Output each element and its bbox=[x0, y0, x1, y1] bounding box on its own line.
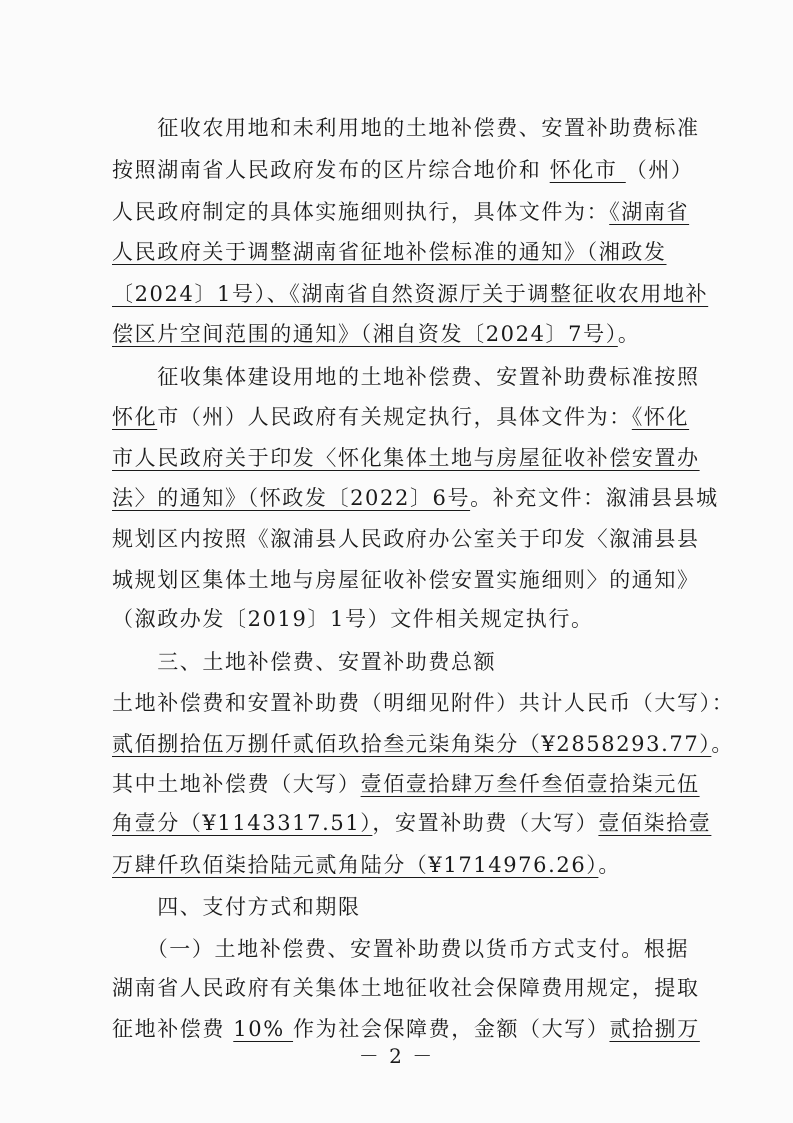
text-line bbox=[112, 483, 719, 513]
text-span: 规划区内按照《溆浦县人民政府办公室关于印发〈溆浦县县 bbox=[112, 527, 700, 551]
text-span: 城规划区集体土地与房屋征收补偿安置实施细则〉的通知》 bbox=[112, 568, 700, 592]
text-span: 其中土地补偿费（大写） bbox=[112, 772, 361, 796]
underlined-text: 人民政府关于调整湖南省征地补偿标准的通知》（湘政发 bbox=[112, 240, 667, 264]
text-line bbox=[112, 850, 621, 880]
underlined-text: 怀化 bbox=[112, 405, 158, 429]
text-span: 。 bbox=[711, 732, 734, 756]
text-line bbox=[112, 524, 700, 554]
text-span: （溆政办发〔2019〕1号）文件相关规定执行。 bbox=[112, 607, 594, 631]
text-span: 人民政府制定的具体实施细则执行，具体文件为： bbox=[112, 200, 610, 224]
text-line bbox=[112, 565, 700, 595]
text-span: （一）土地补偿费、安置补助费以货币方式支付。根据 bbox=[112, 937, 690, 961]
underlined-text: 法〉的通知》（怀政发〔2022〕6号 bbox=[112, 486, 471, 510]
text-line bbox=[112, 688, 734, 718]
text-line bbox=[112, 647, 496, 677]
underlined-text: 贰佰捌拾伍万捌仟贰佰玖拾叁元柒角柒分（¥2858293.77） bbox=[112, 732, 712, 756]
underlined-text: 角壹分（¥1143317.51） bbox=[112, 811, 373, 835]
text-span: 作为社会保障费，金额（大写） bbox=[293, 1017, 610, 1041]
text-span: 市（州）人民政府有关规定执行，具体文件为： bbox=[157, 405, 632, 429]
text-span: ，安置补助费（大写） bbox=[372, 811, 599, 835]
text-line bbox=[112, 934, 689, 964]
underlined-text: 《湖南省 bbox=[609, 200, 690, 224]
underlined-text: 10% bbox=[233, 1017, 294, 1041]
text-span: （州） bbox=[625, 158, 694, 182]
text-line bbox=[112, 604, 594, 634]
text-span: 。补充文件：溆浦县县城 bbox=[470, 486, 719, 510]
text-line bbox=[112, 362, 700, 392]
text-line bbox=[112, 892, 361, 922]
text-span: 土地补偿费和安置补助费（明细见附件）共计人民币（大写）： bbox=[112, 691, 735, 715]
text-line bbox=[112, 808, 711, 838]
text-span: 征地补偿费 bbox=[112, 1017, 234, 1041]
text-line bbox=[112, 319, 640, 349]
text-span: 三、土地补偿费、安置补助费总额 bbox=[112, 650, 497, 674]
underlined-text: 万肆仟玖佰柒拾陆元贰角陆分（¥1714976.26） bbox=[112, 853, 599, 877]
underlined-text: 偿区片空间范围的通知》（湘自资发〔2024〕7号） bbox=[112, 322, 618, 346]
text-line bbox=[112, 443, 700, 473]
underlined-text: 《怀化 bbox=[631, 405, 690, 429]
text-span: 。 bbox=[617, 322, 641, 346]
text-line bbox=[112, 402, 689, 432]
text-line bbox=[112, 197, 689, 227]
text-line bbox=[112, 769, 700, 799]
underlined-text: 〔2024〕1号）、《湖南省自然资源厅关于调整征收农用地补 bbox=[112, 282, 709, 306]
text-span: 。 bbox=[598, 853, 621, 877]
underlined-text: 怀化市 bbox=[549, 158, 626, 182]
text-line bbox=[112, 237, 667, 267]
text-line bbox=[112, 155, 694, 185]
text-line bbox=[112, 729, 734, 759]
text-span: 四、支付方式和期限 bbox=[112, 895, 361, 919]
text-line bbox=[112, 973, 700, 1003]
text-line bbox=[112, 113, 700, 143]
underlined-text: 壹佰壹拾肆万叁仟叁佰壹拾柒元伍 bbox=[360, 772, 700, 796]
underlined-text: 市人民政府关于印发〈怀化集体土地与房屋征收补偿安置办 bbox=[112, 446, 700, 470]
text-span: 征收集体建设用地的土地补偿费、安置补助费标准按照 bbox=[112, 365, 700, 389]
page-number: － 2 － bbox=[358, 1044, 435, 1068]
text-span: 湖南省人民政府有关集体土地征收社会保障费用规定，提取 bbox=[112, 976, 700, 1000]
text-span: 按照湖南省人民政府发布的区片综合地价和 bbox=[112, 158, 550, 182]
text-line bbox=[112, 279, 708, 309]
text-span: 征收农用地和未利用地的土地补偿费、安置补助费标准 bbox=[112, 116, 700, 140]
underlined-text: 壹佰柒拾壹 bbox=[598, 811, 712, 835]
underlined-text: 贰拾捌万 bbox=[609, 1017, 700, 1041]
